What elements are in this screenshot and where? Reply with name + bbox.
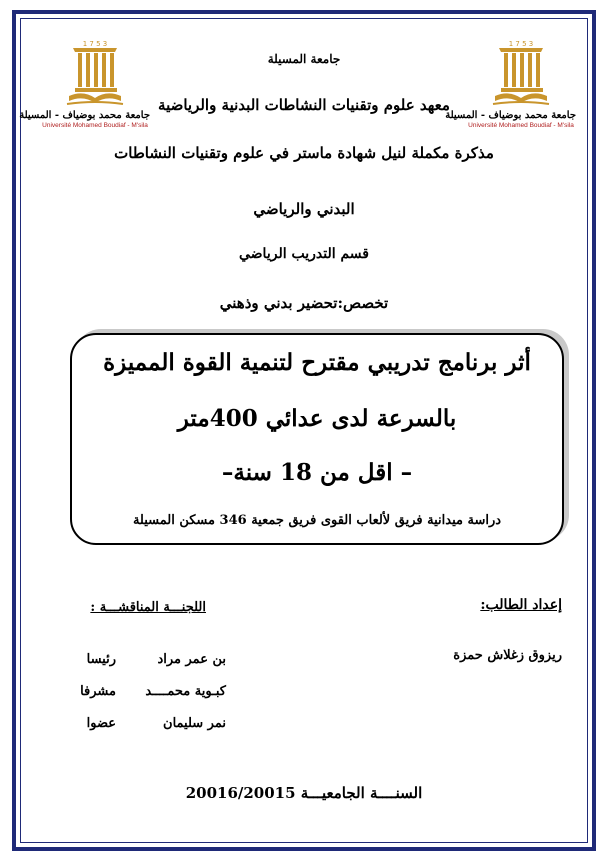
committee-member-role: مشرفا bbox=[80, 684, 116, 699]
committee-member-name: كبـوية محمــــد bbox=[145, 684, 226, 699]
student-name: ريزوق زغلاش حمزة bbox=[453, 648, 562, 663]
thesis-title-line2: بالسرعة لدى عدائي 400متر bbox=[177, 405, 457, 432]
thesis-title-line1: أثر برنامج تدريبي مقترح لتنمية القوة المميزة bbox=[103, 349, 531, 376]
thesis-field: البدني والرياضي bbox=[253, 200, 355, 218]
academic-year: السنــــة الجامعيـــة 20016/20015 bbox=[185, 784, 423, 802]
thesis-subtitle: دراسة ميدانية فريق لألعاب القوى فريق جمعية 346 مسكن المسيلة bbox=[132, 513, 502, 528]
university-name: جامعة المسيلة bbox=[267, 52, 341, 66]
logo-year: 1 7 5 3 bbox=[508, 40, 534, 48]
department-name: قسم التدريب الرياضي bbox=[239, 246, 369, 262]
committee-member-role: رئيسا bbox=[86, 652, 116, 667]
committee-member-role: عضوا bbox=[86, 716, 116, 731]
logo-french-name: Université Mohamed Boudiaf - M'sila bbox=[468, 122, 574, 129]
committee-member-name: نمر سليمان bbox=[163, 716, 226, 731]
institute-name: معهد علوم وتقنيات النشاطات البدنية والرياضية bbox=[158, 96, 450, 114]
student-heading: إعداد الطالب: bbox=[480, 597, 562, 613]
committee-member-name: بن عمر مراد bbox=[157, 652, 226, 667]
logo-french-name: Université Mohamed Boudiaf - M'sila bbox=[42, 122, 148, 129]
committee-heading: اللجنـــة المناقشـــة : bbox=[90, 600, 206, 615]
thesis-title-line3: – اقل من 18 سنة– bbox=[221, 459, 413, 486]
specialty: تخصص:تحضير بدني وذهني bbox=[219, 294, 389, 312]
logo-arabic-name: جامعة محمد بوضياف - المسيلة bbox=[445, 110, 576, 121]
logo-year: 1 7 5 3 bbox=[82, 40, 108, 48]
logo-arabic-name: جامعة محمد بوضياف - المسيلة bbox=[19, 110, 150, 121]
thesis-title-box bbox=[70, 333, 564, 545]
thesis-description: مذكرة مكملة لنيل شهادة ماستر في علوم وتقنيات النشاطات bbox=[114, 144, 494, 162]
